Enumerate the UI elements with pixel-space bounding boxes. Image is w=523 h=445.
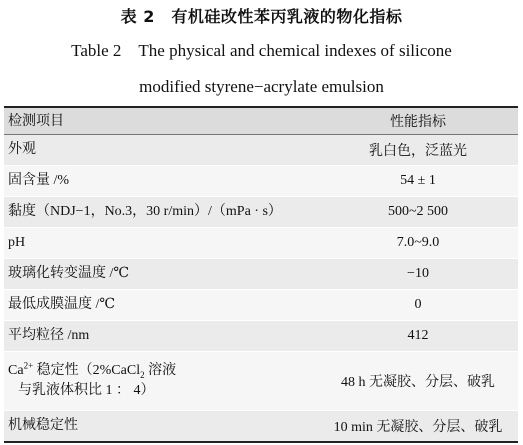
row-value: 500~2 500 <box>387 204 449 219</box>
row-value: 54 ± 1 <box>400 173 436 188</box>
row-item: 最低成膜温度 /℃ <box>8 297 116 312</box>
ca-charge: 2+ <box>23 360 34 371</box>
table-row <box>4 135 518 166</box>
row-item: 黏度（NDJ−1，No.3，30 r/min）/（mPa · s） <box>8 204 282 219</box>
row-value: 7.0~9.0 <box>396 235 440 250</box>
cacl-subscript: 2 <box>140 369 145 380</box>
table-header-row <box>4 108 518 135</box>
table-row <box>4 166 518 197</box>
row-item <box>4 361 308 401</box>
row-item: pH <box>8 235 26 250</box>
stability-text: 稳定性（2%CaCl <box>33 363 141 378</box>
table-title-cn: 表 2 有机硅改性苯丙乳液的物化指标 <box>120 7 403 26</box>
table-row <box>4 321 518 352</box>
table-title-en-line2: modified styrene−acrylate emulsion <box>139 77 384 96</box>
ca-text: Ca <box>8 363 24 378</box>
table-row <box>4 228 518 259</box>
table-row <box>4 411 518 441</box>
row-value: 0 <box>414 297 422 312</box>
row-value: 48 h 无凝胶、分层、破乳 <box>341 375 495 390</box>
row-item: 外观 <box>8 142 36 157</box>
row-value: 412 <box>407 328 429 343</box>
row-item: 机械稳定性 <box>8 418 78 433</box>
header-item: 检测项目 <box>8 113 64 129</box>
row-value: −10 <box>407 266 429 281</box>
properties-table <box>4 106 518 443</box>
row-item-line1 <box>8 361 308 381</box>
solution-text: 溶液 <box>144 363 177 378</box>
row-item-line2: 与乳液体积比 1 ： 4） <box>18 383 155 398</box>
table-row <box>4 352 518 411</box>
table-row <box>4 259 518 290</box>
row-value: 10 min 无凝胶、分层、破乳 <box>333 420 503 435</box>
table-row <box>4 197 518 228</box>
row-value: 乳白色，泛蓝光 <box>369 144 467 159</box>
table-row <box>4 290 518 321</box>
table-title-en-line1: Table 2 The physical and chemical indexes of silicone <box>71 41 452 60</box>
header-value: 性能指标 <box>390 114 446 130</box>
row-item: 固含量 /% <box>8 173 70 188</box>
row-item: 玻璃化转变温度 /℃ <box>8 266 130 281</box>
row-item: 平均粒径 /nm <box>8 328 90 343</box>
